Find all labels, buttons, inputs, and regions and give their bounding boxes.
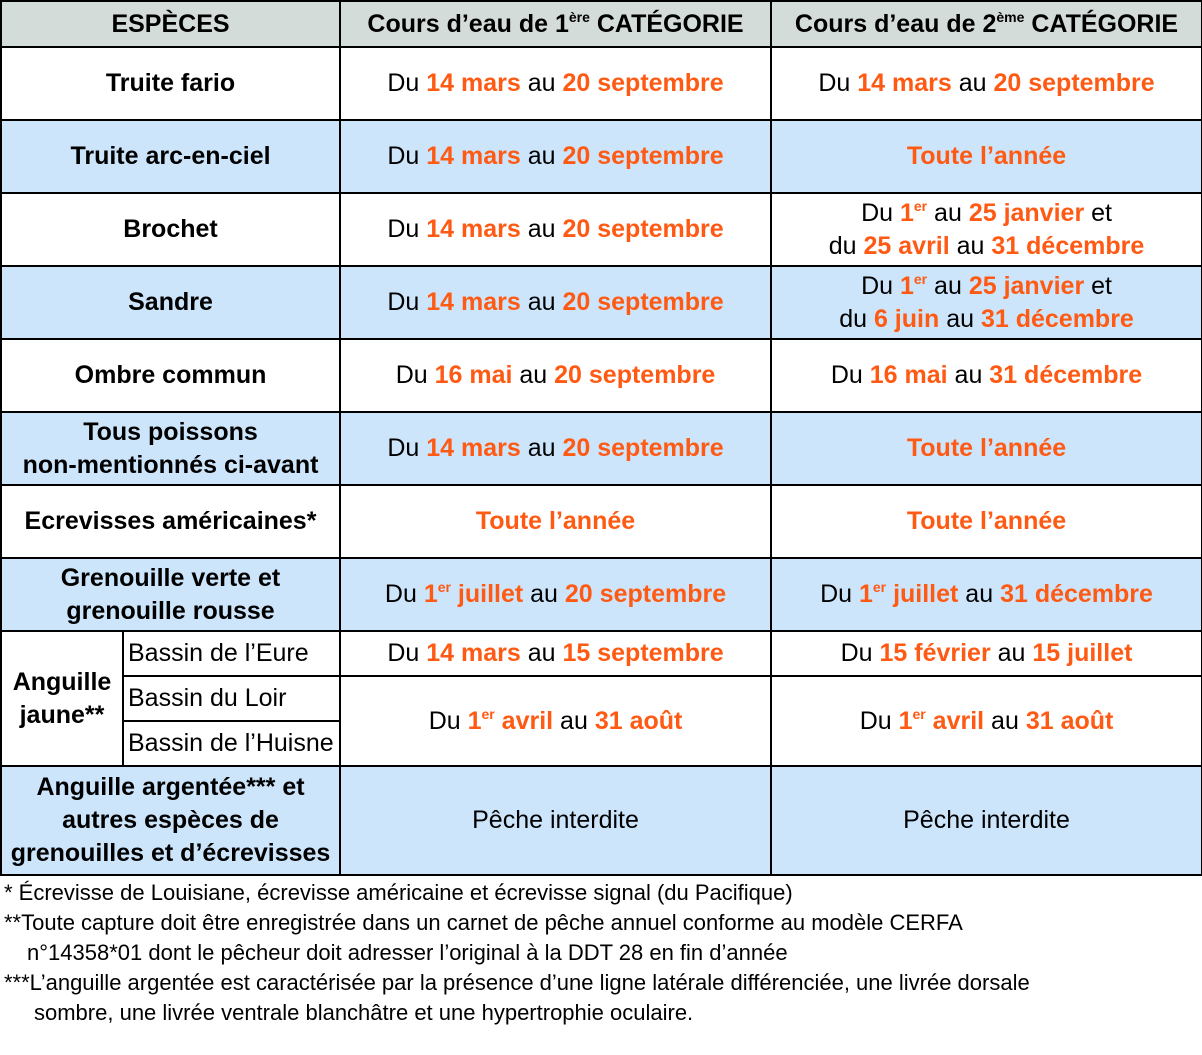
date-text: 31 décembre	[989, 361, 1143, 389]
text: au	[949, 231, 992, 260]
text: et	[1084, 271, 1112, 300]
date-text: Toute l’année	[906, 142, 1067, 170]
date-text: 1	[467, 706, 482, 735]
category-2-period	[771, 47, 1202, 120]
date-text: Toute l’année	[906, 507, 1067, 535]
date-text: 1	[899, 271, 914, 300]
date-text: 1	[898, 706, 913, 735]
category-2-period	[771, 339, 1202, 412]
text: au	[927, 271, 969, 300]
text: au	[520, 215, 563, 243]
date-text: 15 février	[879, 639, 991, 667]
category-1-period	[340, 631, 771, 676]
species-name-line: autres espèces de	[62, 806, 279, 834]
species-cell	[1, 193, 340, 266]
species-name-line: Anguille argentée*** et	[36, 773, 305, 801]
footnote-line: * Écrevisse de Louisiane, écrevisse américaine et écrevisse signal (du Pacifique)	[4, 880, 793, 905]
species-name-line: Brochet	[123, 215, 218, 243]
footnote-line: **Toute capture doit être enregistrée dans un carnet de pêche annuel conforme au modèle CERFA	[4, 910, 963, 935]
table-row	[1, 339, 1202, 412]
date-text: 31 décembre	[991, 231, 1145, 260]
date-text: 14 mars	[857, 69, 952, 97]
text: au	[984, 706, 1026, 735]
text: au	[523, 580, 565, 608]
text: Du	[387, 142, 427, 170]
date-text: 25 janvier	[968, 198, 1085, 227]
text: Pêche interdite	[472, 806, 639, 834]
text: au	[939, 304, 981, 333]
species-name-line: Truite arc-en-ciel	[70, 142, 271, 170]
date-text: 14 mars	[426, 434, 521, 462]
date-text: 16 mai	[869, 361, 948, 389]
table-row	[1, 485, 1202, 558]
date-text: juillet	[886, 580, 959, 608]
date-text: 15 juillet	[1032, 639, 1133, 667]
text: Du	[861, 198, 900, 227]
date-text: 1	[858, 580, 873, 608]
text: Du	[818, 69, 858, 97]
text: Du	[387, 434, 427, 462]
date-text: 20 septembre	[562, 215, 724, 243]
date-text: 15 septembre	[562, 639, 724, 667]
table-row	[1, 412, 1202, 485]
species-cell	[1, 766, 340, 875]
date-text: 20 septembre	[562, 434, 724, 462]
text: Du	[395, 361, 435, 389]
text: Cours d’eau de 2	[794, 9, 997, 38]
date-text: 20 septembre	[562, 69, 724, 97]
category-1-period	[340, 676, 771, 766]
text: ère	[568, 8, 590, 25]
footnote-line: sombre, une livrée ventrale blanchâtre et une hypertrophie oculaire.	[34, 1000, 694, 1025]
basin-eure: Bassin de l’Eure	[123, 631, 340, 676]
species-cell	[1, 485, 340, 558]
date-text: Toute l’année	[906, 434, 1067, 462]
text: au	[990, 639, 1033, 667]
date-text: 20 septembre	[562, 142, 724, 170]
table-row	[1, 558, 1202, 631]
species-cell	[1, 412, 340, 485]
text: Du	[387, 288, 427, 316]
text: Du	[384, 580, 424, 608]
text: Pêche interdite	[903, 806, 1070, 834]
date-text: 31 décembre	[980, 304, 1134, 333]
table-row-anguille-eure	[1, 631, 1202, 676]
text: au	[520, 69, 563, 97]
species-name-line: Sandre	[128, 288, 213, 316]
text: au	[520, 639, 563, 667]
species-name-line: Grenouille verte et	[60, 563, 281, 592]
basin-huisne: Bassin de l’Huisne	[123, 721, 340, 766]
species-name-line: grenouilles et d’écrevisses	[10, 839, 331, 867]
text: Du	[840, 639, 880, 667]
text: au	[927, 198, 969, 227]
date-text: 1	[423, 580, 438, 608]
text: ème	[996, 8, 1025, 25]
text: au	[958, 580, 1001, 608]
table-row-anguille-loir	[1, 676, 1202, 721]
text: au	[520, 288, 563, 316]
species-name-line: Anguille	[12, 667, 112, 696]
species-name-line: Ecrevisses américaines*	[24, 507, 317, 535]
text: Du	[820, 580, 859, 608]
date-text: 31 août	[1025, 706, 1114, 735]
text: au	[520, 142, 563, 170]
text: du	[839, 304, 874, 333]
date-text: 25 avril	[863, 231, 950, 260]
text: Du	[859, 706, 899, 735]
text: du	[828, 231, 864, 260]
category-1-period	[340, 193, 771, 266]
category-1-period	[340, 766, 771, 875]
text: CATÉGORIE	[1024, 9, 1179, 38]
species-cell	[1, 47, 340, 120]
category-1-period	[340, 339, 771, 412]
category-2-period	[771, 766, 1202, 875]
date-text: er	[912, 705, 926, 722]
category-2-period	[771, 193, 1202, 266]
text: Cours d’eau de 1	[367, 9, 569, 38]
date-text: er	[481, 705, 495, 722]
species-name-line: non-mentionnés ci-avant	[22, 450, 319, 479]
table-row	[1, 47, 1202, 120]
species-name-line: Tous poissons	[83, 417, 258, 446]
species-cell	[1, 120, 340, 193]
category-2-period	[771, 120, 1202, 193]
category-2-period	[771, 412, 1202, 485]
text: au	[520, 434, 563, 462]
category-1-period	[340, 558, 771, 631]
date-text: 20 septembre	[993, 69, 1155, 97]
date-text: er	[913, 197, 928, 214]
text: Du	[428, 706, 468, 735]
text: et	[1084, 198, 1112, 227]
text: Du	[861, 271, 900, 300]
basin-loir: Bassin du Loir	[123, 676, 340, 721]
header-row	[1, 1, 1202, 47]
species-cell-anguille-jaune	[1, 631, 123, 766]
category-2-period	[771, 558, 1202, 631]
species-name-line: jaune**	[19, 700, 105, 729]
header-category-1	[340, 1, 771, 47]
date-text: avril	[925, 706, 985, 735]
table-row	[1, 193, 1202, 266]
species-cell	[1, 339, 340, 412]
text: au	[553, 706, 595, 735]
category-1-period	[340, 266, 771, 339]
date-text: 20 septembre	[562, 288, 724, 316]
category-1-period	[340, 412, 771, 485]
category-1-period	[340, 485, 771, 558]
date-text: 14 mars	[426, 215, 521, 243]
species-cell	[1, 266, 340, 339]
date-text: 14 mars	[426, 288, 521, 316]
text: au	[947, 361, 990, 389]
date-text: 31 août	[594, 706, 683, 735]
table-row	[1, 120, 1202, 193]
text: Du	[387, 215, 427, 243]
category-2-period	[771, 631, 1202, 676]
text: au	[512, 361, 555, 389]
date-text: er	[913, 270, 928, 287]
category-2-period	[771, 676, 1202, 766]
date-text: juillet	[450, 580, 524, 608]
species-name-line: Truite fario	[105, 69, 236, 97]
species-cell	[1, 558, 340, 631]
text: Du	[387, 639, 427, 667]
table-row-forbidden	[1, 766, 1202, 875]
text: CATÉGORIE	[589, 9, 744, 38]
date-text: er	[872, 579, 887, 595]
date-text: er	[437, 579, 451, 595]
table-row	[1, 266, 1202, 339]
date-text: 14 mars	[426, 639, 521, 667]
date-text: Toute l’année	[475, 507, 636, 535]
date-text: avril	[494, 706, 554, 735]
date-text: 1	[899, 198, 914, 227]
species-name-line: grenouille rousse	[66, 596, 275, 625]
category-2-period	[771, 485, 1202, 558]
footnote-line: ***L’anguille argentée est caractérisée par la présence d’une ligne latérale différenciée, une livrée dorsale	[4, 970, 1030, 995]
date-text: 14 mars	[426, 142, 521, 170]
date-text: 6 juin	[873, 304, 940, 333]
date-text: 16 mai	[434, 361, 513, 389]
category-1-period	[340, 120, 771, 193]
date-text: 25 janvier	[968, 271, 1085, 300]
date-text: 14 mars	[426, 69, 521, 97]
text: Du	[830, 361, 870, 389]
date-text: 31 décembre	[1000, 580, 1153, 608]
text: au	[951, 69, 994, 97]
category-1-period	[340, 47, 771, 120]
footnote-line: n°14358*01 dont le pêcheur doit adresser l’original à la DDT 28 en fin d’année	[27, 940, 788, 965]
category-2-period	[771, 266, 1202, 339]
date-text: 20 septembre	[554, 361, 716, 389]
species-name-line: Ombre commun	[74, 361, 267, 389]
text: Du	[387, 69, 427, 97]
header-species: ESPÈCES	[1, 1, 340, 47]
header-category-2	[771, 1, 1202, 47]
date-text: 20 septembre	[564, 580, 727, 608]
footnotes	[0, 878, 1202, 1028]
